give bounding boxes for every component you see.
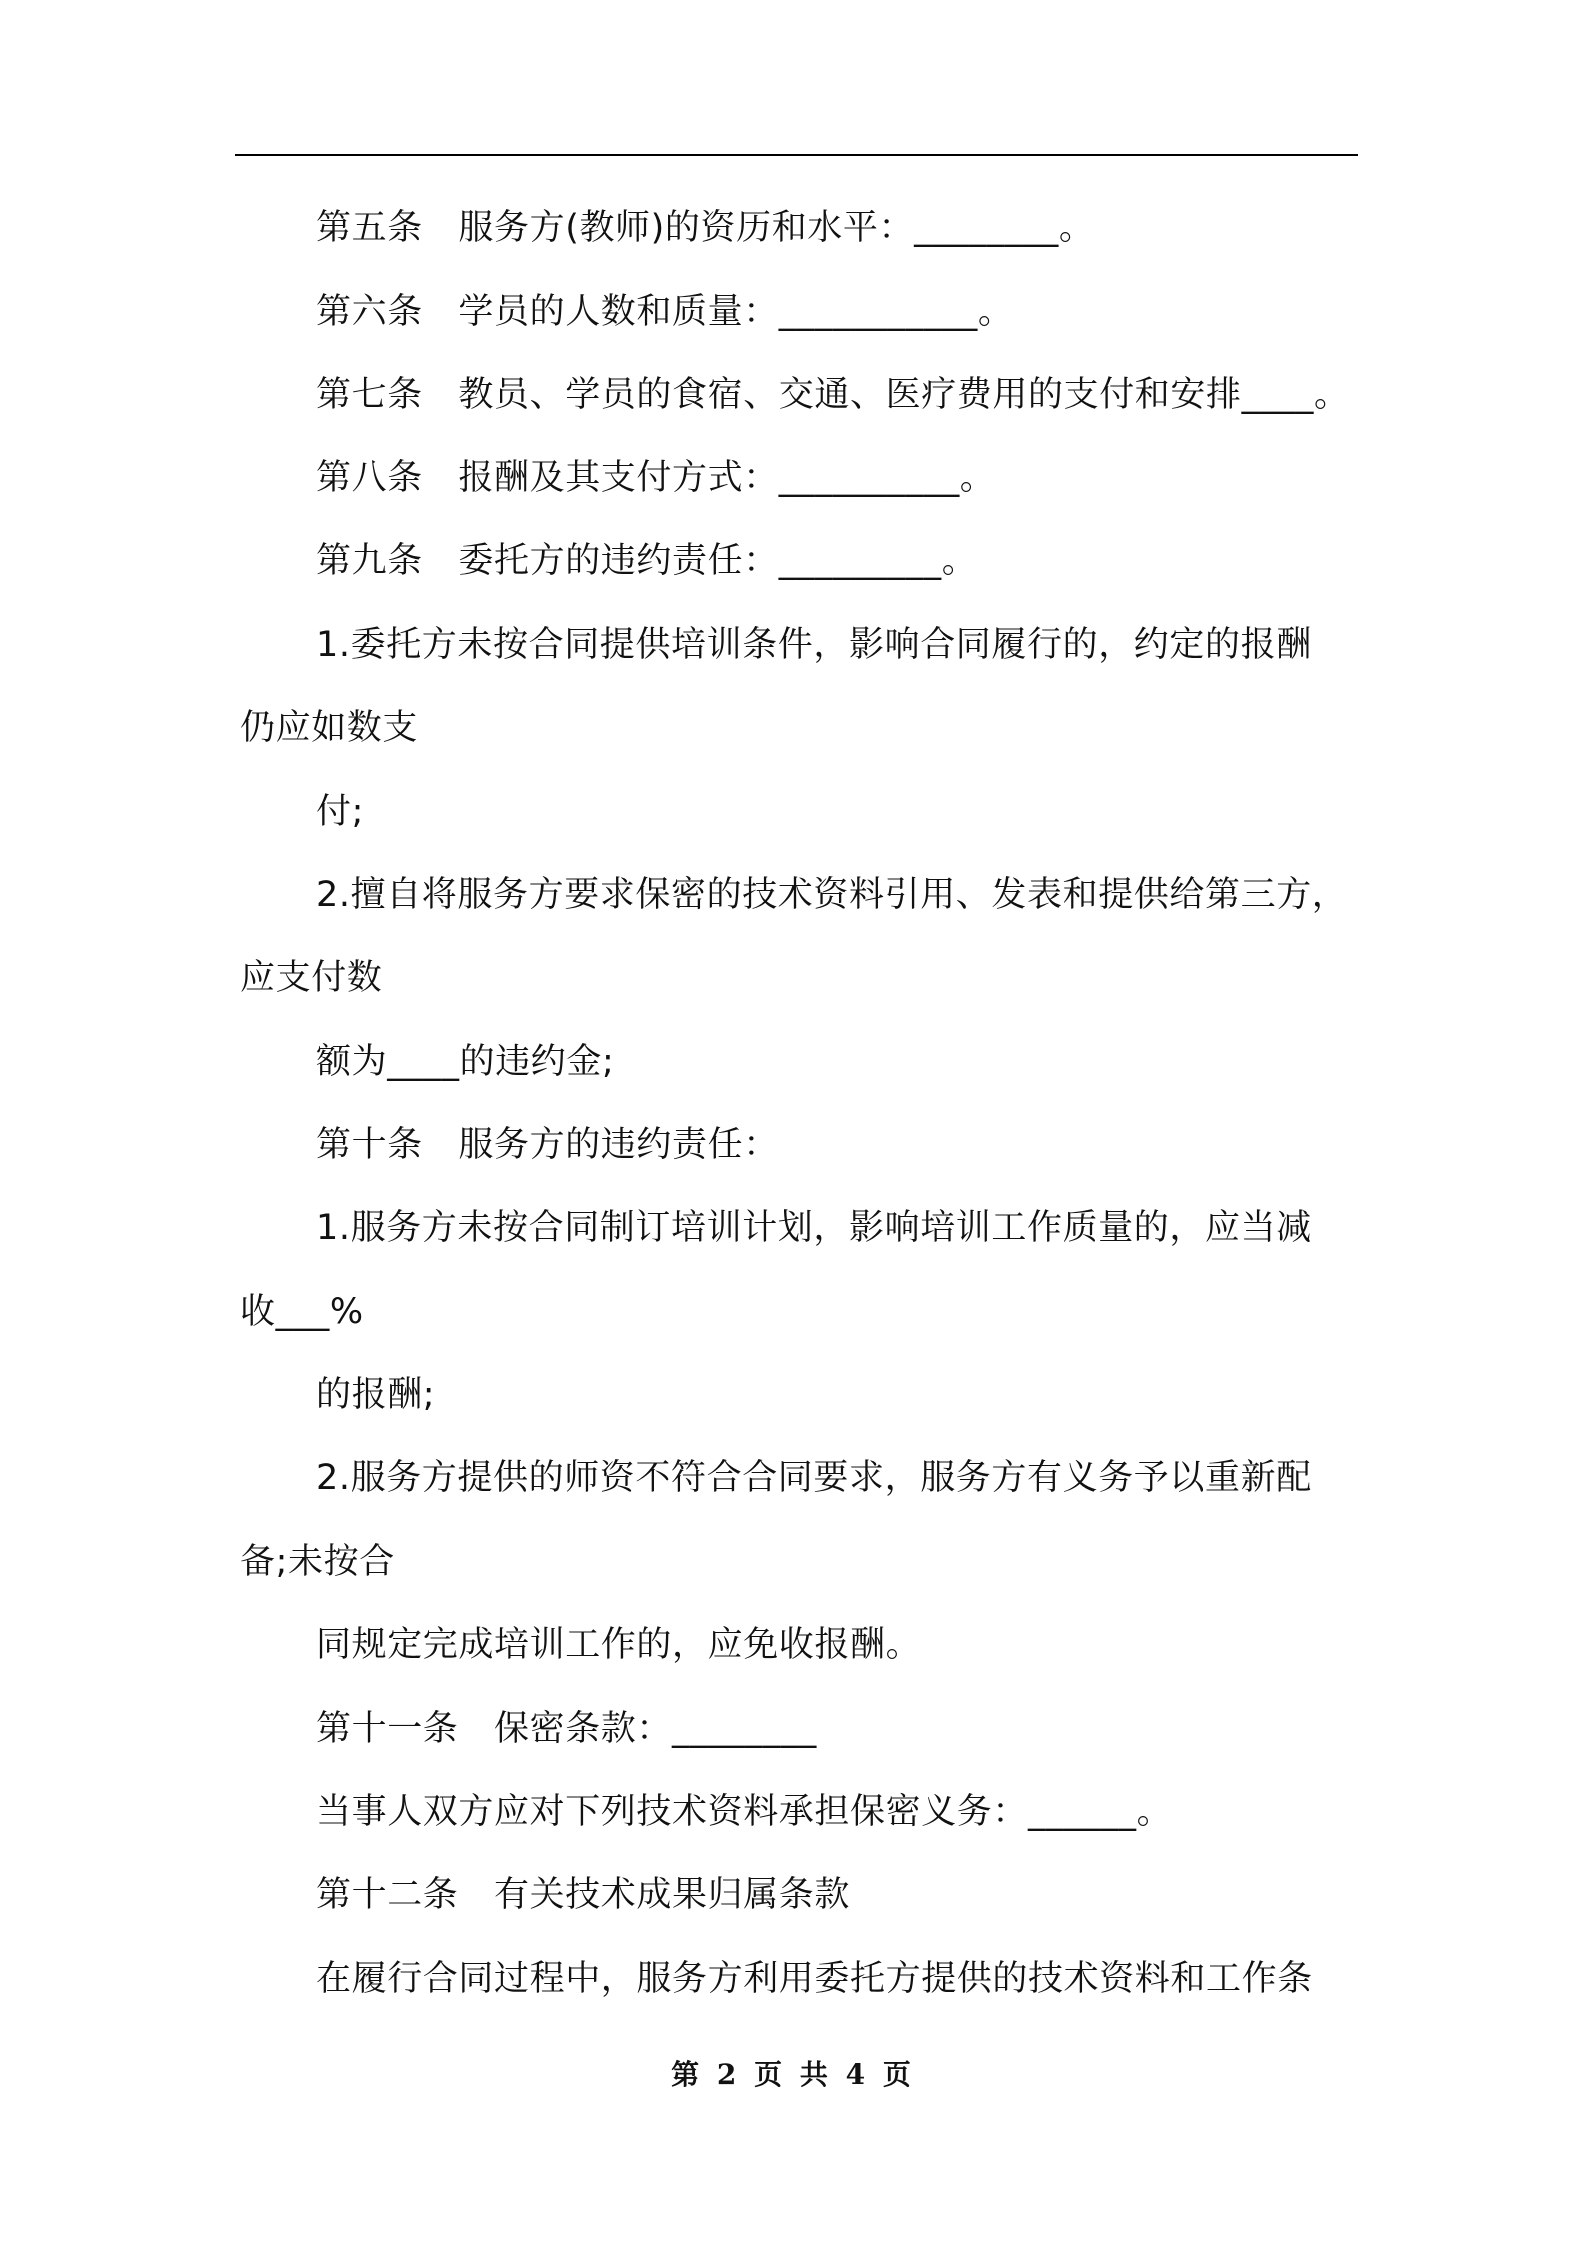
clause-9-item-2-cont: 应支付数 [240, 958, 383, 998]
clause-7: 第七条 教员、学员的食宿、交通、医疗费用的支付和安排____。 [316, 375, 1350, 415]
clause-12-body: 在履行合同过程中，服务方利用委托方提供的技术资料和工作条 [316, 1959, 1313, 1999]
clause-9-item-1: 1.委托方未按合同提供培训条件，影响合同履行的，约定的报酬 [316, 625, 1312, 665]
clause-10-item-2-cont: 备;未按合 [240, 1542, 395, 1582]
clause-9-item-1-cont: 仍应如数支 [240, 708, 419, 748]
clause-12: 第十二条 有关技术成果归属条款 [316, 1875, 851, 1915]
clause-11-body: 当事人双方应对下列技术资料承担保密义务：______。 [316, 1792, 1173, 1832]
clause-10: 第十条 服务方的违约责任： [316, 1125, 779, 1165]
page-number: 第 2 页 共 4 页 [671, 2058, 915, 2091]
clause-9-item-2: 2.擅自将服务方要求保密的技术资料引用、发表和提供给第三方， [316, 875, 1348, 915]
clause-11: 第十一条 保密条款：________ [316, 1709, 817, 1749]
header-rule [235, 154, 1358, 156]
clause-10-item-1: 1.服务方未按合同制订培训计划，影响培训工作质量的，应当减 [316, 1208, 1312, 1248]
clause-5: 第五条 服务方(教师)的资历和水平：________。 [316, 208, 1095, 248]
clause-10-item-2-end: 同规定完成培训工作的，应免收报酬。 [316, 1625, 922, 1665]
clause-9-item-2-end: 额为____的违约金; [316, 1042, 615, 1082]
clause-9: 第九条 委托方的违约责任：_________。 [316, 541, 978, 581]
clause-6: 第六条 学员的人数和质量：___________。 [316, 292, 1014, 332]
clause-9-item-1-end: 付; [316, 792, 364, 832]
clause-10-item-2: 2.服务方提供的师资不符合合同要求，服务方有义务予以重新配 [316, 1458, 1312, 1498]
clause-8: 第八条 报酬及其支付方式：__________。 [316, 458, 996, 498]
clause-10-item-1-end: 的报酬; [316, 1375, 436, 1415]
clause-10-item-1-cont: 收___% [240, 1292, 364, 1332]
